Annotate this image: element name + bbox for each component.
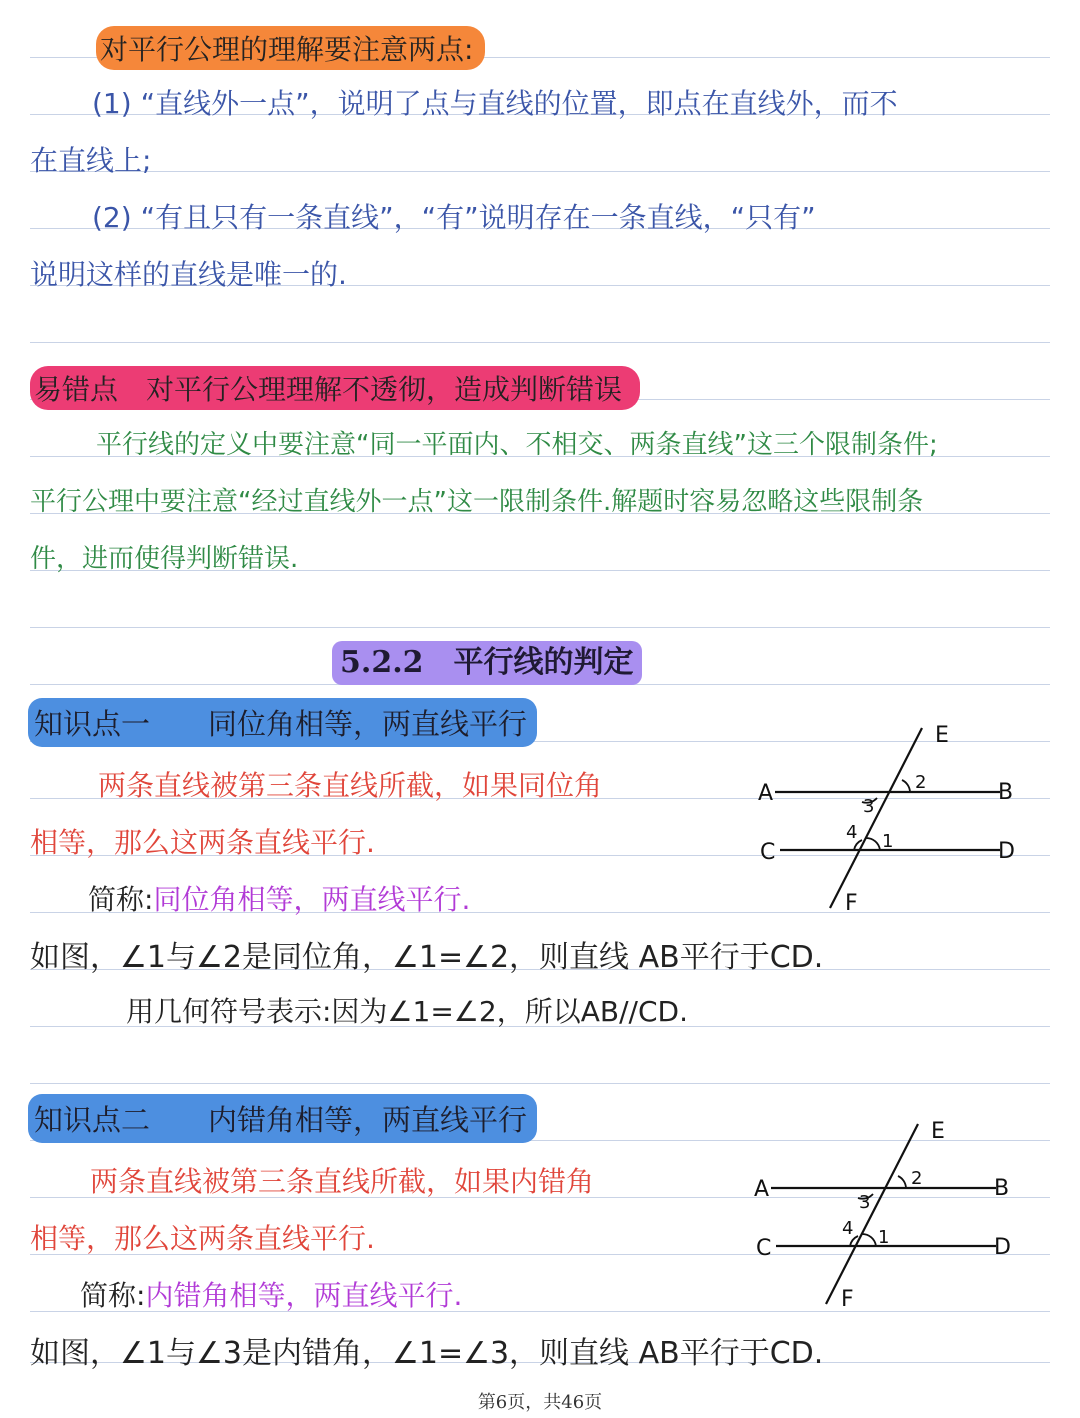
line-ef bbox=[826, 1124, 918, 1304]
page-number: 第6页，共46页 bbox=[477, 1392, 603, 1413]
label-angle-2: 2 bbox=[911, 1168, 923, 1189]
kp1-short-label: 简称: bbox=[88, 883, 154, 916]
kp1-short-text: 同位角相等，两直线平行. bbox=[153, 883, 471, 916]
diagram-corresponding-angles bbox=[750, 720, 1030, 915]
kp1-symbolic: 用几何符号表示:因为∠1=∠2，所以AB//CD. bbox=[126, 995, 688, 1028]
diagram-alternate-interior-angles bbox=[746, 1116, 1026, 1311]
kp1-line2: 相等，那么这两条直线平行. bbox=[30, 826, 375, 859]
label-c: C bbox=[760, 840, 776, 865]
label-angle-4: 4 bbox=[842, 1218, 854, 1239]
ruled-line bbox=[30, 1083, 1050, 1084]
note1-heading: 对平行公理的理解要注意两点: bbox=[96, 26, 485, 70]
note1-line1: (1) “直线外一点”，说明了点与直线的位置，即点在直线外，而不 bbox=[92, 87, 898, 120]
section-title: 5.2.2 平行线的判定 bbox=[332, 641, 642, 685]
label-a: A bbox=[754, 1177, 770, 1202]
kp2-line2: 相等，那么这两条直线平行. bbox=[30, 1222, 375, 1255]
label-angle-4: 4 bbox=[846, 822, 858, 843]
angle-1-arc bbox=[866, 838, 880, 850]
note2-line3: 件，进而使得判断错误. bbox=[30, 544, 299, 574]
kp2-tag: 知识点二 内错角相等，两直线平行 bbox=[28, 1094, 537, 1143]
angle-1-arc bbox=[862, 1234, 876, 1246]
label-f: F bbox=[841, 1287, 854, 1311]
label-e: E bbox=[931, 1119, 945, 1144]
ruled-line bbox=[30, 171, 1050, 172]
ruled-line bbox=[30, 342, 1050, 343]
note2-line2: 平行公理中要注意“经过直线外一点”这一限制条件.解题时容易忽略这些限制条 bbox=[30, 487, 924, 517]
label-f: F bbox=[845, 891, 858, 915]
angle-2-arc bbox=[898, 1176, 906, 1188]
angle-2-arc bbox=[902, 780, 910, 792]
label-a: A bbox=[758, 781, 774, 806]
kp1-line1: 两条直线被第三条直线所截，如果同位角 bbox=[98, 769, 603, 802]
ruled-line bbox=[30, 627, 1050, 628]
kp1-tag: 知识点一 同位角相等，两直线平行 bbox=[28, 698, 537, 747]
label-d: D bbox=[998, 839, 1015, 864]
kp2-short-label: 简称: bbox=[80, 1279, 146, 1312]
label-d: D bbox=[994, 1235, 1011, 1260]
kp1-example: 如图，∠1与∠2是同位角，∠1=∠2，则直线 AB平行于CD. bbox=[30, 940, 824, 975]
note1-line2: 在直线上; bbox=[30, 144, 152, 177]
label-angle-1: 1 bbox=[878, 1227, 890, 1248]
kp2-short bbox=[80, 1274, 462, 1314]
label-c: C bbox=[756, 1236, 772, 1261]
kp2-line1: 两条直线被第三条直线所截，如果内错角 bbox=[90, 1165, 595, 1198]
label-b: B bbox=[998, 780, 1014, 805]
kp1-short bbox=[88, 878, 470, 918]
note1-line4: 说明这样的直线是唯一的. bbox=[30, 258, 347, 291]
note2-line1: 平行线的定义中要注意“同一平面内、不相交、两条直线”这三个限制条件; bbox=[96, 430, 938, 460]
label-angle-1: 1 bbox=[882, 831, 894, 852]
note1-line3: (2) “有且只有一条直线”，“有”说明存在一条直线，“只有” bbox=[92, 201, 816, 234]
line-ef bbox=[830, 728, 922, 908]
label-e: E bbox=[935, 723, 949, 748]
kp2-example: 如图，∠1与∠3是内错角，∠1=∠3，则直线 AB平行于CD. bbox=[30, 1336, 824, 1371]
label-angle-3: 3 bbox=[863, 796, 875, 817]
note2-heading: 易错点 对平行公理理解不透彻，造成判断错误 bbox=[30, 366, 640, 410]
kp2-short-text: 内错角相等，两直线平行. bbox=[145, 1279, 463, 1312]
label-b: B bbox=[994, 1176, 1010, 1201]
label-angle-2: 2 bbox=[915, 772, 927, 793]
label-angle-3: 3 bbox=[859, 1192, 871, 1213]
